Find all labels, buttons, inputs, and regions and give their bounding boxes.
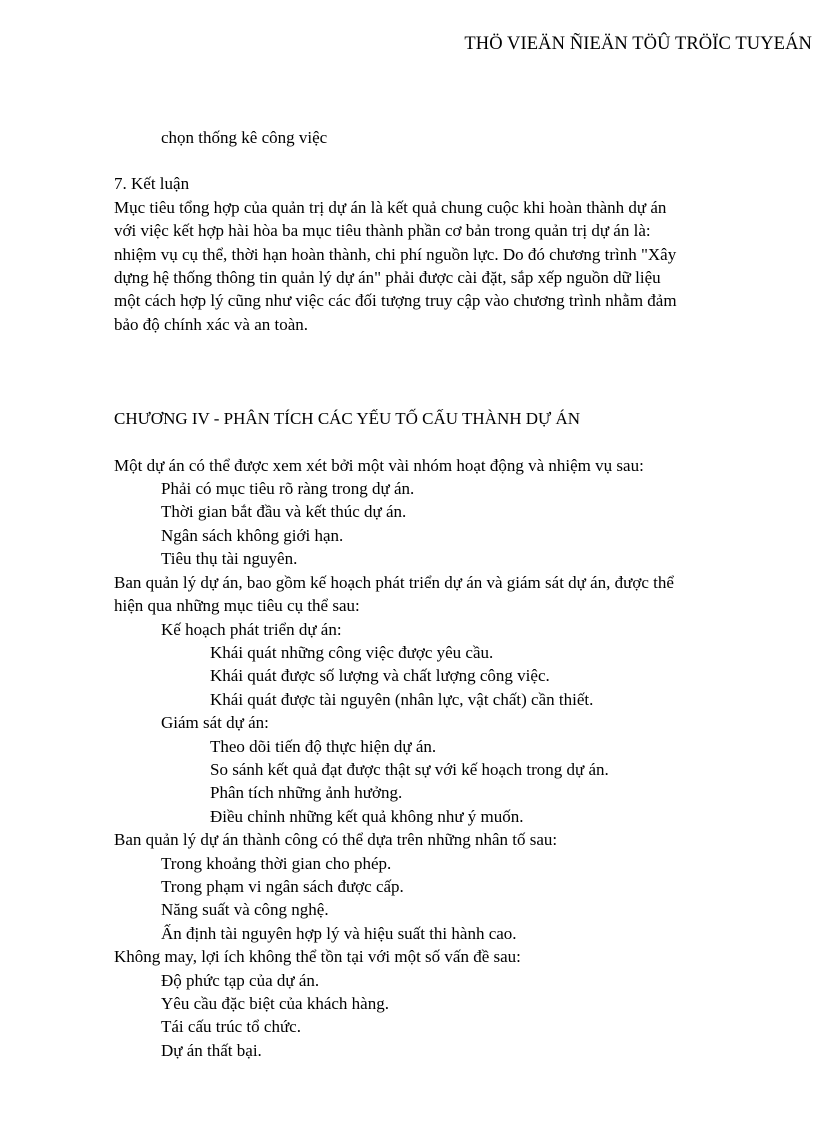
list-item: Ấn định tài nguyên hợp lý và hiệu suất thi hành cao.: [161, 923, 517, 943]
list-item: Khái quát những công việc được yêu cầu.: [210, 642, 494, 662]
conclusion-section: [114, 172, 754, 336]
list-item: Năng suất và công nghệ.: [161, 900, 329, 920]
chapter-intro: Một dự án có thể được xem xét bởi một vài nhóm hoạt động và nhiệm vụ sau:: [114, 455, 644, 475]
list-item: Theo dõi tiến độ thực hiện dự án.: [210, 736, 437, 756]
success-intro: Ban quản lý dự án thành công có thể dựa trên những nhân tố sau:: [114, 830, 558, 850]
list-item: Ngân sách không giới hạn.: [161, 525, 344, 545]
paragraph-line: một cách hợp lý cũng như việc các đối tượng truy cập vào chương trình nhằm đảm: [114, 291, 677, 311]
document-body: [114, 126, 754, 1062]
list-item: Dự án thất bại.: [161, 1040, 262, 1060]
paragraph-line: Ban quản lý dự án, bao gồm kế hoạch phát triển dự án và giám sát dự án, được thể: [114, 572, 674, 592]
list-item: Khái quát được tài nguyên (nhân lực, vật chất) cần thiết.: [210, 689, 594, 709]
list-item: Phải có mục tiêu rõ ràng trong dự án.: [161, 479, 415, 499]
supervision-label: Giám sát dự án:: [161, 713, 269, 733]
list-item: Khái quát được số lượng và chất lượng công việc.: [210, 666, 550, 686]
list-item: Tiêu thụ tài nguyên.: [161, 549, 298, 569]
list-item: Phân tích những ảnh hưởng.: [210, 783, 403, 803]
list-item: Độ phức tạp của dự án.: [161, 970, 320, 990]
paragraph-line: hiện qua những mục tiêu cụ thể sau:: [114, 596, 360, 616]
conclusion-paragraph: [114, 196, 754, 336]
list-item: Yêu cầu đặc biệt của khách hàng.: [161, 994, 389, 1013]
chapter-title: CHƯƠNG IV - PHÂN TÍCH CÁC YẾU TỐ CẤU THÀNH DỰ ÁN: [114, 409, 581, 429]
paragraph-line: dựng hệ thống thông tin quản lý dự án" phải được cài đặt, sắp xếp nguồn dữ liệu: [114, 268, 661, 288]
problems-intro: Không may, lợi ích không thể tồn tại với một số vấn đề sau:: [114, 947, 521, 967]
list-item: Trong phạm vi ngân sách được cấp.: [161, 876, 404, 896]
list-item: Tái cấu trúc tổ chức.: [161, 1017, 301, 1037]
paragraph-line: nhiệm vụ cụ thể, thời hạn hoàn thành, chi phí nguồn lực. Do đó chương trình "Xây: [114, 244, 677, 264]
paragraph-line: bảo độ chính xác và an toàn.: [114, 314, 309, 334]
list-item: Điều chỉnh những kết quả không như ý muốn.: [210, 806, 524, 826]
intro-list-item: chọn thống kê công việc: [161, 128, 328, 147]
page-header: THÖ VIEÄN ÑIEÄN TÖÛ TRÖÏC TUYEÁN: [464, 34, 812, 54]
paragraph-line: với việc kết hợp hài hòa ba mục tiêu thành phần cơ bản trong quản trị dự án là:: [114, 221, 651, 241]
list-item: Trong khoảng thời gian cho phép.: [161, 853, 392, 873]
chapter-section: [114, 407, 754, 1062]
conclusion-heading: 7. Kết luận: [114, 174, 190, 194]
list-item: Thời gian bắt đầu và kết thúc dự án.: [161, 502, 407, 522]
plan-label: Kế hoạch phát triển dự án:: [161, 619, 342, 639]
paragraph-line: Mục tiêu tổng hợp của quản trị dự án là kết quả chung cuộc khi hoàn thành dự án: [114, 197, 667, 217]
list-item: So sánh kết quả đạt được thật sự với kế hoạch trong dự án.: [210, 759, 609, 779]
